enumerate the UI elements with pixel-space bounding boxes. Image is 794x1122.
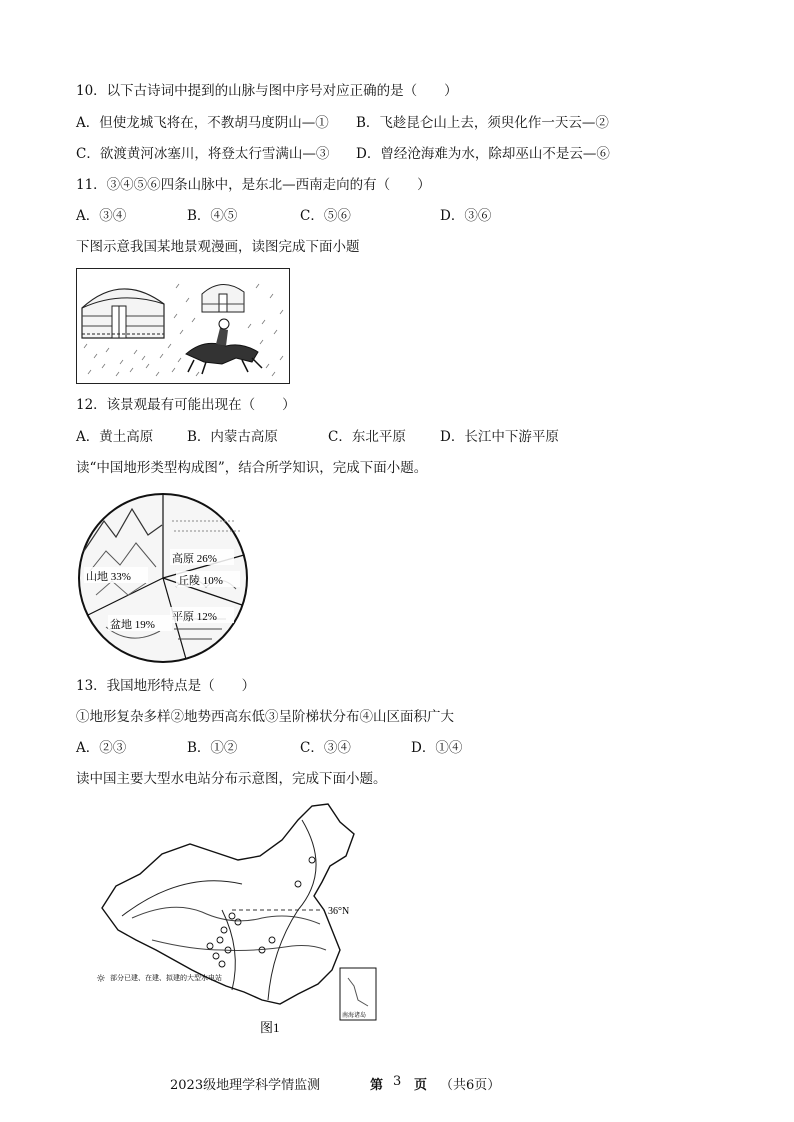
q12-option-c: C．东北平原 (328, 429, 406, 445)
pie-label-hill: 丘陵 10% (178, 575, 223, 587)
q13-option-d: D．①④ (411, 740, 463, 756)
q10-option-d: D．曾经沧海难为水，除却巫山不是云—⑥ (356, 146, 610, 162)
q10-option-c: C．欲渡黄河冰塞川，将登太行雪满山—③ (76, 146, 330, 162)
hydropower-map-figure (92, 800, 392, 1044)
q10-option-a: A．但使龙城飞将在，不教胡马度阴山—① (76, 115, 329, 131)
pie-label-plain: 平原 12% (172, 611, 217, 623)
q12-stem: 12．该景观最有可能出现在（ ） (76, 397, 296, 413)
q13-option-c: C．③④ (300, 740, 351, 756)
inset-label: 南海诸岛 (342, 1013, 367, 1019)
footer-page-prefix: 第 (370, 1078, 384, 1093)
q11-option-c: C．⑤⑥ (300, 208, 351, 224)
grassland-cartoon (76, 268, 290, 388)
legend-text: 部分已建、在建、拟建的大型水电站 (110, 975, 222, 982)
footer-exam-title: 2023级地理学科学情监测 (170, 1078, 321, 1093)
q10-stem: 10．以下古诗词中提到的山脉与图中序号对应正确的是（ ） (76, 83, 458, 99)
svg-text:☼: ☼ (96, 972, 106, 985)
yurt-landscape-illustration (76, 268, 290, 384)
footer-page-suffix: 页 (414, 1078, 428, 1093)
q11-option-d: D．③⑥ (440, 208, 492, 224)
q11-option-a: A．③④ (76, 208, 127, 224)
q13-choices: ①地形复杂多样②地势西高东低③呈阶梯状分布④山区面积广大 (76, 709, 454, 725)
footer-page-number: 3 (393, 1074, 402, 1089)
q10-option-b: B．飞趁昆仑山上去，须臾化作一天云—② (356, 115, 609, 131)
q12-option-b: B．内蒙古高原 (187, 429, 278, 445)
q12-option-d: D．长江中下游平原 (440, 429, 559, 445)
pie-label-basin: 盆地 19% (110, 619, 155, 631)
q11-option-b: B．④⑤ (187, 208, 238, 224)
latitude-label: 36°N (328, 906, 350, 917)
terrain-pie-illustration (76, 491, 250, 665)
q13-stem: 13．我国地形特点是（ ） (76, 678, 256, 694)
pie-label-plateau: 高原 26% (172, 553, 217, 565)
q13-option-b: B．①② (187, 740, 238, 756)
china-hydropower-map (92, 800, 392, 1040)
terrain-composition-figure (76, 491, 250, 669)
intro-q13: 读“中国地形类型构成图”，结合所学知识，完成下面小题。 (76, 460, 428, 476)
q13-option-a: A．②③ (76, 740, 127, 756)
pie-label-mountain: 山地 33% (86, 571, 131, 583)
q11-stem: 11．③④⑤⑥四条山脉中，是东北—西南走向的有（ ） (76, 177, 431, 193)
intro-q14: 读中国主要大型水电站分布示意图，完成下面小题。 (76, 771, 387, 787)
intro-q12: 下图示意我国某地景观漫画，读图完成下面小题 (76, 239, 360, 255)
footer-total-pages: （共6页） (440, 1078, 501, 1093)
map-caption: 图1 (260, 1020, 280, 1035)
q12-option-a: A．黄土高原 (76, 429, 154, 445)
